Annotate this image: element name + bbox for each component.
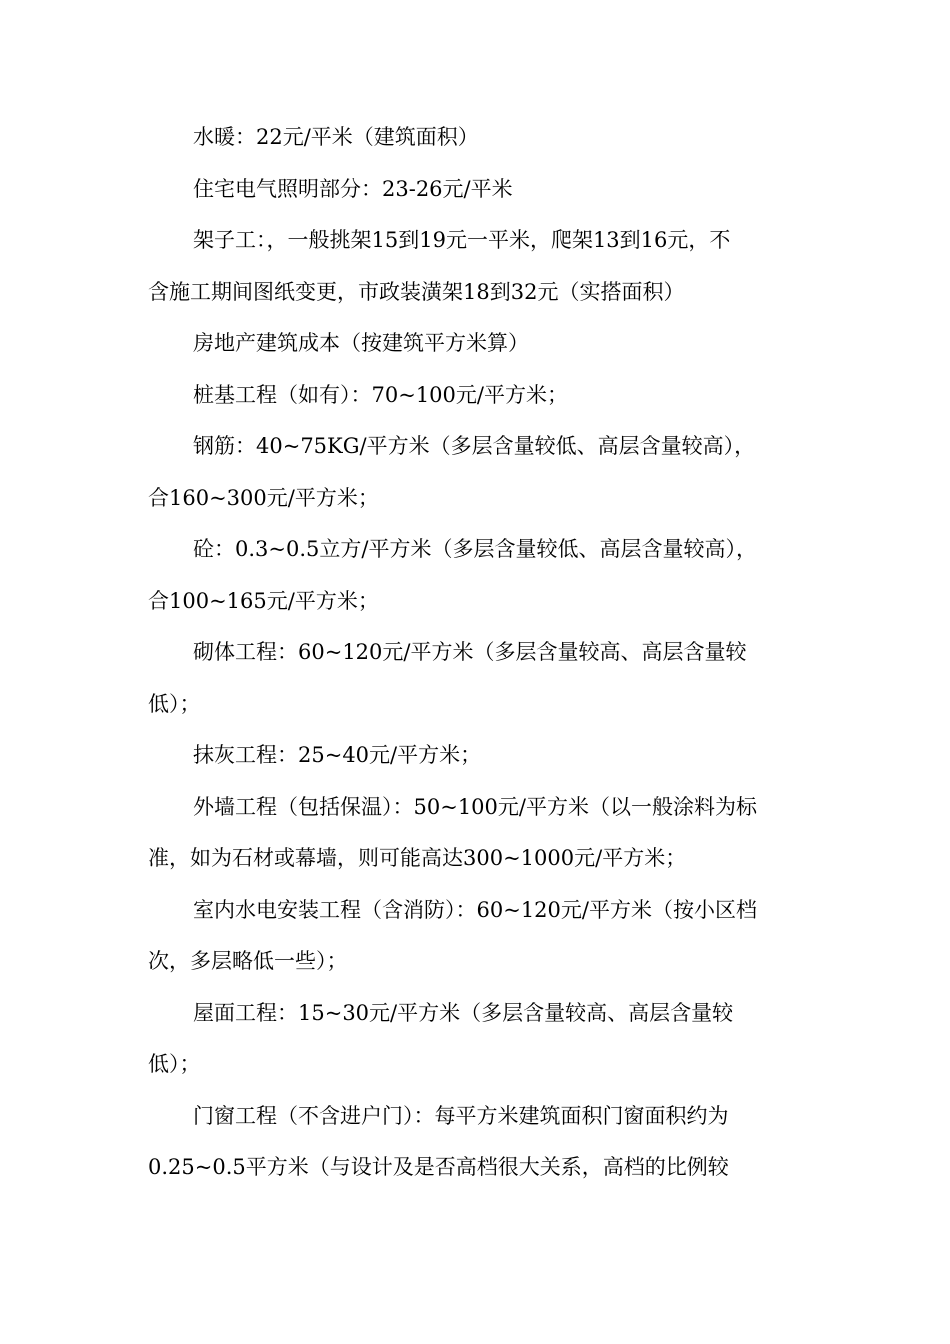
text-line: 次，多层略低一些）； (148, 949, 348, 973)
document-body (148, 112, 798, 1194)
text-line: 低）； (148, 691, 201, 716)
text-line: 合100~165元/平方米； (148, 588, 379, 613)
text-line: 水暖：22元/平米（建筑面积） (193, 125, 479, 149)
text-line: 合160~300元/平方米； (148, 485, 379, 510)
text-line: 抹灰工程：25~40元/平方米； (193, 743, 482, 767)
text-line: 钢筋：40~75KG/平方米（多层含量较低、高层含量较高）， (193, 434, 756, 458)
text-line: 砌体工程：60~120元/平方米（多层含量较高、高层含量较 (193, 640, 747, 664)
text-line: 外墙工程（包括保温）：50~100元/平方米（以一般涂料为标 (193, 794, 757, 819)
text-line: 桩基工程（如有）：70~100元/平方米； (193, 382, 568, 407)
text-line: 0.25~0.5平方米（与设计及是否高档很大关系，高档的比例较 (148, 1155, 729, 1179)
text-line: 房地产建筑成本（按建筑平方米算） (193, 331, 529, 355)
text-line: 住宅电气照明部分：23-26元/平米 (193, 176, 513, 201)
text-line: 室内水电安装工程（含消防）：60~120元/平方米（按小区档 (193, 897, 757, 922)
text-line: 架子工：，一般挑架15到19元一平米，爬架13到16元，不 (193, 228, 731, 252)
text-line: 砼：0.3~0.5立方/平方米（多层含量较低、高层含量较高）， (193, 537, 757, 561)
text-line: 屋面工程：15~30元/平方米（多层含量较高、高层含量较 (193, 1000, 734, 1025)
text-line: 门窗工程（不含进户门）：每平方米建筑面积门窗面积约为 (193, 1103, 729, 1128)
text-line: 含施工期间图纸变更，市政装潢架18到32元（实搭面积） (148, 279, 685, 304)
text-line: 低）； (148, 1052, 201, 1076)
text-line: 准，如为石材或幕墙，则可能高达300~1000元/平方米； (148, 846, 687, 870)
